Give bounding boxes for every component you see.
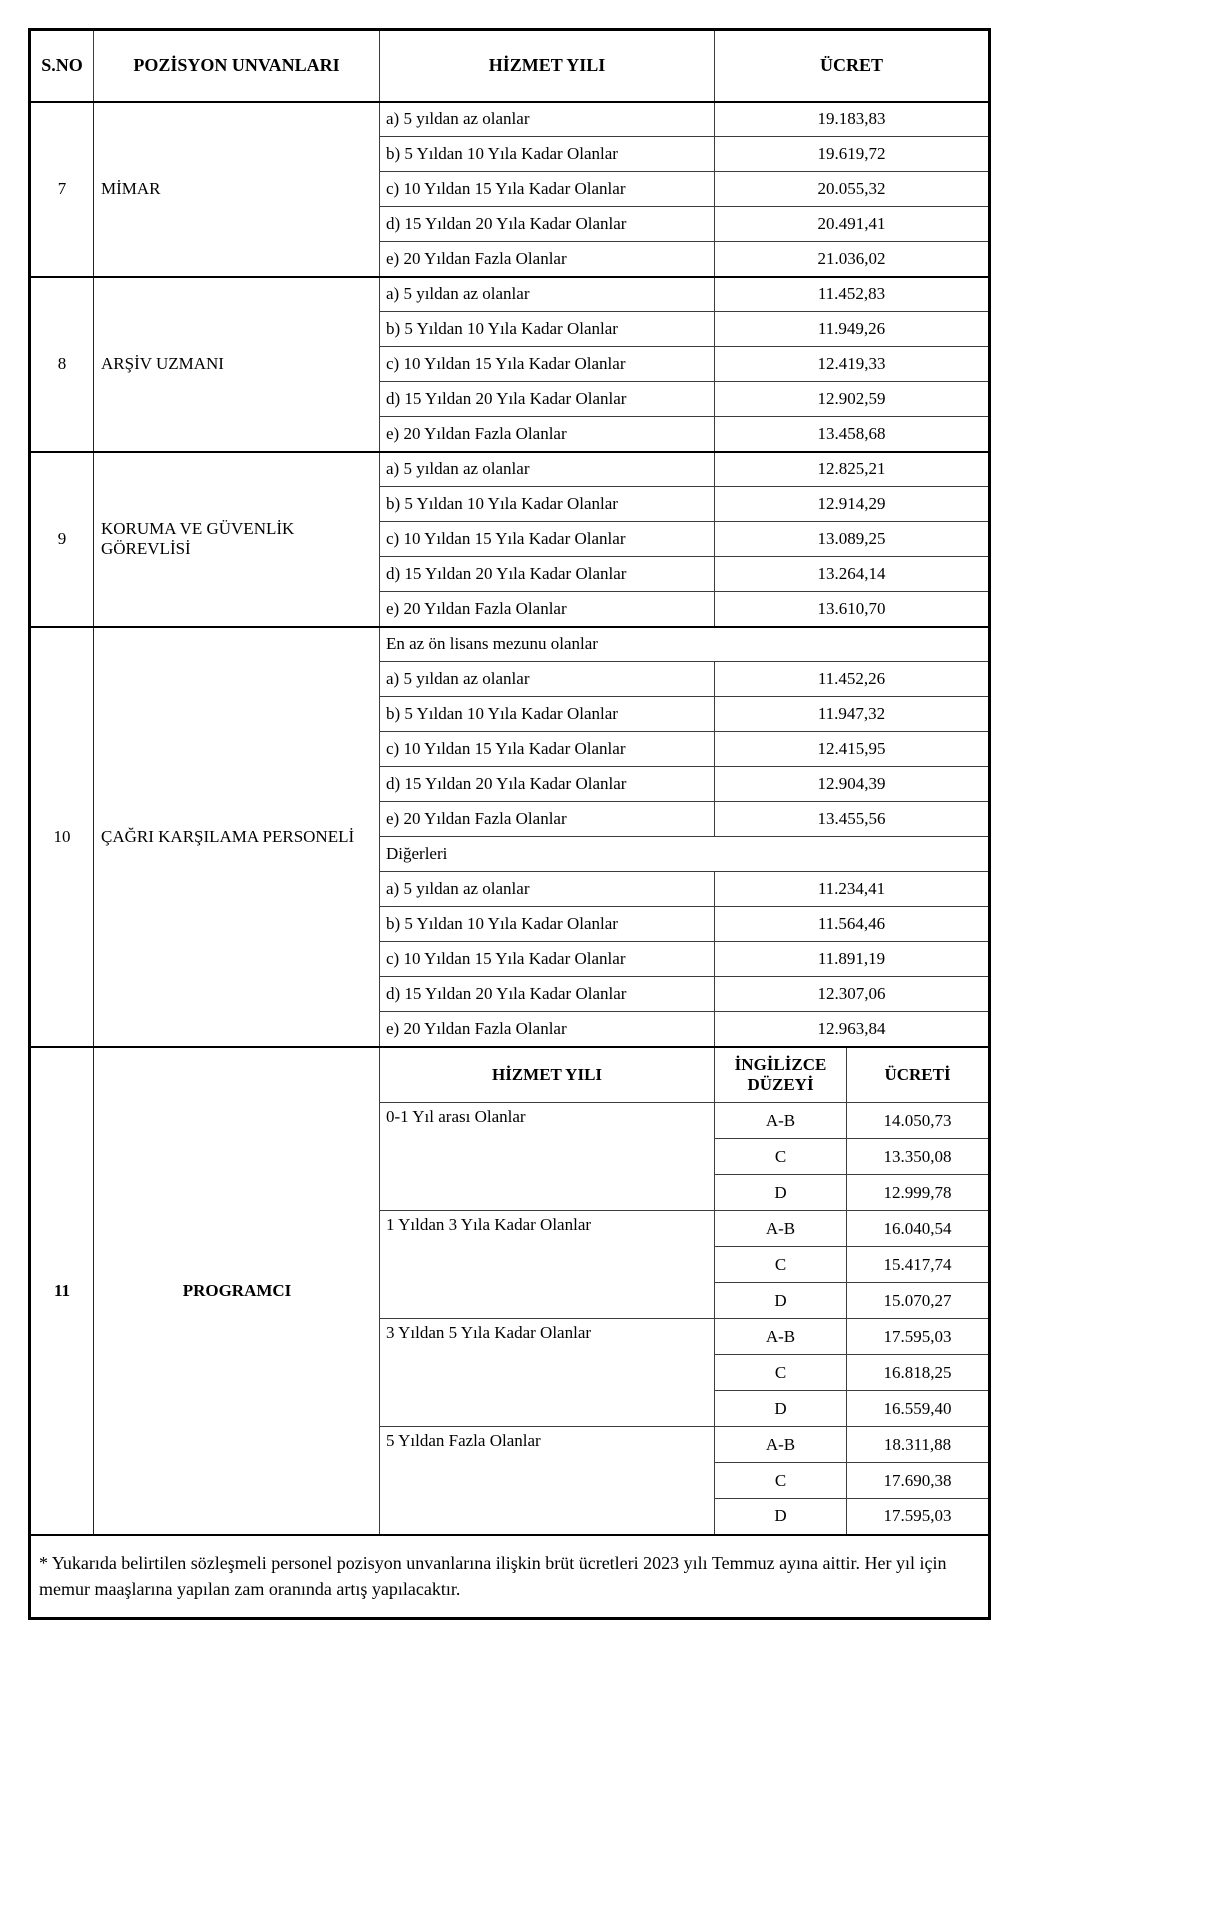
service-year-label: b) 5 Yıldan 10 Yıla Kadar Olanlar — [380, 312, 715, 347]
service-year-label: c) 10 Yıldan 15 Yıla Kadar Olanlar — [380, 172, 715, 207]
service-year-label: b) 5 Yıldan 10 Yıla Kadar Olanlar — [380, 137, 715, 172]
salary-table — [28, 28, 991, 1620]
service-year-label: c) 10 Yıldan 15 Yıla Kadar Olanlar — [380, 942, 715, 977]
position-title-cell: KORUMA VE GÜVENLİK GÖREVLİSİ — [94, 452, 380, 627]
service-year-label: e) 20 Yıldan Fazla Olanlar — [380, 592, 715, 627]
salary-value: 19.619,72 — [715, 137, 990, 172]
salary-value: 11.564,46 — [715, 907, 990, 942]
salary-value: 11.452,26 — [715, 662, 990, 697]
service-year-label: d) 15 Yıldan 20 Yıla Kadar Olanlar — [380, 557, 715, 592]
position-title-cell: MİMAR — [94, 102, 380, 277]
service-year-label: c) 10 Yıldan 15 Yıla Kadar Olanlar — [380, 732, 715, 767]
salary-value: 11.949,26 — [715, 312, 990, 347]
salary-value: 12.914,29 — [715, 487, 990, 522]
position-number-cell: 8 — [30, 277, 94, 452]
service-year-label: e) 20 Yıldan Fazla Olanlar — [380, 1012, 715, 1047]
footnote-text: * Yukarıda belirtilen sözleşmeli personel pozisyon unvanlarına ilişkin brüt ücretleri 2023 yılı Temmuz ayına aittir. Her yıl için memur maaşlarına yapılan zam oranında artış yapılacaktır. — [30, 1535, 990, 1619]
service-year-row — [30, 277, 990, 312]
salary-value: 12.902,59 — [715, 382, 990, 417]
column-header-salary: ÜCRET — [715, 30, 990, 102]
service-year-label: d) 15 Yıldan 20 Yıla Kadar Olanlar — [380, 977, 715, 1012]
programmer-salary-value: 17.595,03 — [847, 1319, 990, 1355]
footnote-row — [30, 1535, 990, 1619]
subheader-english-level: İNGİLİZCE DÜZEYİ — [715, 1047, 847, 1103]
programmer-salary-value: 18.311,88 — [847, 1427, 990, 1463]
programmer-service-year-label: 5 Yıldan Fazla Olanlar — [380, 1427, 715, 1535]
programmer-salary-value: 17.690,38 — [847, 1463, 990, 1499]
programmer-service-year-label: 0-1 Yıl arası Olanlar — [380, 1103, 715, 1211]
salary-value: 20.055,32 — [715, 172, 990, 207]
programmer-subheader-row — [30, 1047, 990, 1103]
salary-value: 11.891,19 — [715, 942, 990, 977]
salary-value: 11.234,41 — [715, 872, 990, 907]
programmer-salary-value: 13.350,08 — [847, 1139, 990, 1175]
programmer-salary-value: 15.417,74 — [847, 1247, 990, 1283]
programmer-service-year-label: 3 Yıldan 5 Yıla Kadar Olanlar — [380, 1319, 715, 1427]
service-year-label: a) 5 yıldan az olanlar — [380, 102, 715, 137]
english-level-value: C — [715, 1355, 847, 1391]
english-level-value: A-B — [715, 1103, 847, 1139]
service-year-label: d) 15 Yıldan 20 Yıla Kadar Olanlar — [380, 767, 715, 802]
service-year-label: a) 5 yıldan az olanlar — [380, 452, 715, 487]
service-year-label: a) 5 yıldan az olanlar — [380, 277, 715, 312]
programmer-salary-value: 15.070,27 — [847, 1283, 990, 1319]
service-year-label: c) 10 Yıldan 15 Yıla Kadar Olanlar — [380, 347, 715, 382]
salary-value: 11.452,83 — [715, 277, 990, 312]
education-section-label: Diğerleri — [380, 837, 990, 872]
salary-value: 12.825,21 — [715, 452, 990, 487]
english-level-value: D — [715, 1283, 847, 1319]
position-title-cell: PROGRAMCI — [94, 1047, 380, 1535]
programmer-salary-value: 16.040,54 — [847, 1211, 990, 1247]
position-title-cell: ARŞİV UZMANI — [94, 277, 380, 452]
service-year-label: a) 5 yıldan az olanlar — [380, 872, 715, 907]
service-year-label: a) 5 yıldan az olanlar — [380, 662, 715, 697]
programmer-service-year-label: 1 Yıldan 3 Yıla Kadar Olanlar — [380, 1211, 715, 1319]
programmer-salary-value: 16.559,40 — [847, 1391, 990, 1427]
service-year-label: d) 15 Yıldan 20 Yıla Kadar Olanlar — [380, 207, 715, 242]
salary-value: 20.491,41 — [715, 207, 990, 242]
english-level-value: A-B — [715, 1211, 847, 1247]
salary-value: 13.089,25 — [715, 522, 990, 557]
service-year-row — [30, 102, 990, 137]
service-year-label: c) 10 Yıldan 15 Yıla Kadar Olanlar — [380, 522, 715, 557]
position-number-cell: 10 — [30, 627, 94, 1047]
english-level-value: C — [715, 1463, 847, 1499]
salary-value: 12.415,95 — [715, 732, 990, 767]
service-year-label: b) 5 Yıldan 10 Yıla Kadar Olanlar — [380, 907, 715, 942]
english-level-value: A-B — [715, 1319, 847, 1355]
salary-value: 13.264,14 — [715, 557, 990, 592]
salary-value: 21.036,02 — [715, 242, 990, 277]
education-section-row — [30, 627, 990, 662]
column-header-sno: S.NO — [30, 30, 94, 102]
salary-value: 13.455,56 — [715, 802, 990, 837]
salary-value: 12.419,33 — [715, 347, 990, 382]
programmer-salary-value: 16.818,25 — [847, 1355, 990, 1391]
service-year-label: e) 20 Yıldan Fazla Olanlar — [380, 242, 715, 277]
position-number-cell: 7 — [30, 102, 94, 277]
service-year-label: d) 15 Yıldan 20 Yıla Kadar Olanlar — [380, 382, 715, 417]
subheader-salary: ÜCRETİ — [847, 1047, 990, 1103]
salary-value: 11.947,32 — [715, 697, 990, 732]
salary-value: 12.307,06 — [715, 977, 990, 1012]
service-year-row — [30, 452, 990, 487]
english-level-value: C — [715, 1139, 847, 1175]
salary-value: 12.963,84 — [715, 1012, 990, 1047]
service-year-label: b) 5 Yıldan 10 Yıla Kadar Olanlar — [380, 697, 715, 732]
salary-value: 13.610,70 — [715, 592, 990, 627]
column-header-service-year: HİZMET YILI — [380, 30, 715, 102]
column-header-position: POZİSYON UNVANLARI — [94, 30, 380, 102]
salary-value: 12.904,39 — [715, 767, 990, 802]
service-year-label: e) 20 Yıldan Fazla Olanlar — [380, 417, 715, 452]
salary-value: 13.458,68 — [715, 417, 990, 452]
salary-value: 19.183,83 — [715, 102, 990, 137]
position-number-cell: 9 — [30, 452, 94, 627]
english-level-value: D — [715, 1499, 847, 1535]
programmer-salary-value: 17.595,03 — [847, 1499, 990, 1535]
english-level-value: D — [715, 1391, 847, 1427]
programmer-salary-value: 12.999,78 — [847, 1175, 990, 1211]
english-level-value: C — [715, 1247, 847, 1283]
subheader-service-year: HİZMET YILI — [380, 1047, 715, 1103]
english-level-value: A-B — [715, 1427, 847, 1463]
table-header-row — [30, 30, 990, 102]
position-title-cell: ÇAĞRI KARŞILAMA PERSONELİ — [94, 627, 380, 1047]
english-level-value: D — [715, 1175, 847, 1211]
education-section-label: En az ön lisans mezunu olanlar — [380, 627, 990, 662]
service-year-label: e) 20 Yıldan Fazla Olanlar — [380, 802, 715, 837]
service-year-label: b) 5 Yıldan 10 Yıla Kadar Olanlar — [380, 487, 715, 522]
programmer-salary-value: 14.050,73 — [847, 1103, 990, 1139]
position-number-cell: 11 — [30, 1047, 94, 1535]
